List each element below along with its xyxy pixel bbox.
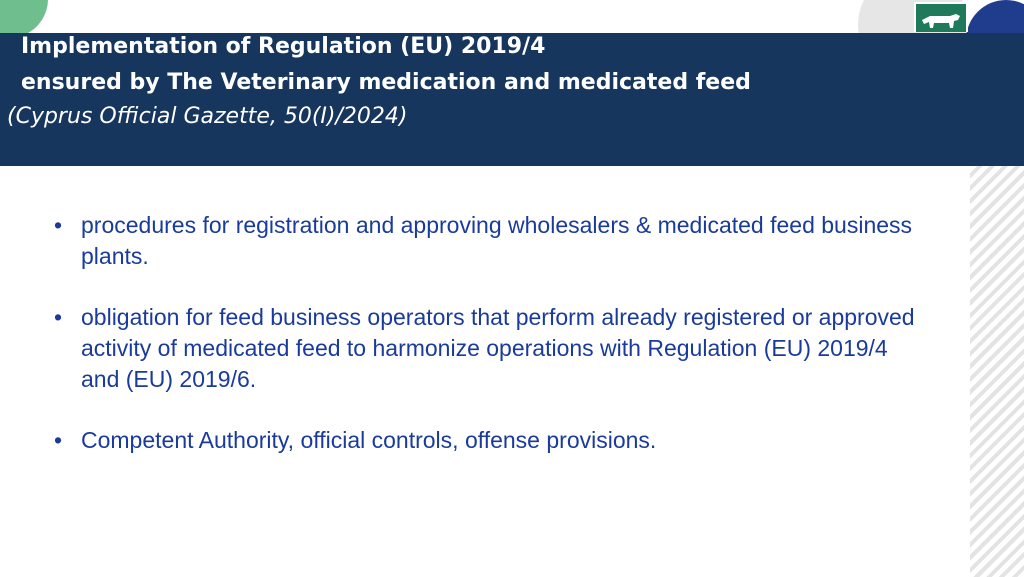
bullet-list: [50, 210, 930, 486]
cow-icon: [920, 10, 964, 32]
slide-subtitle: (Cyprus Official Gazette, 50(I)/2024): [7, 104, 408, 129]
bullet-text: procedures for registration and approving wholesalers & medicated feed business plants.: [81, 212, 913, 269]
bullet-text: Competent Authority, official controls, offense provisions.: [81, 427, 657, 453]
slide-title-line-2: ensured by The Veterinary medication and medicated feed: [21, 70, 751, 95]
decorative-stripes: [970, 166, 1024, 577]
header-band: [0, 33, 1024, 166]
bullet-dot: •: [54, 427, 63, 453]
slide-title-line-1: Implementation of Regulation (EU) 2019/4: [21, 34, 546, 59]
bullet-dot: •: [54, 212, 63, 238]
logo: [914, 2, 968, 32]
bullet-item: [50, 302, 930, 395]
bullet-text: obligation for feed business operators that perform already registered or approved activity of medicated feed to harmonize operations with Regulation (EU) 2019/4 and (EU) 2019/6.: [81, 304, 915, 392]
bullet-item: [50, 210, 930, 272]
bullet-dot: •: [54, 304, 63, 330]
bullet-item: [50, 425, 930, 456]
